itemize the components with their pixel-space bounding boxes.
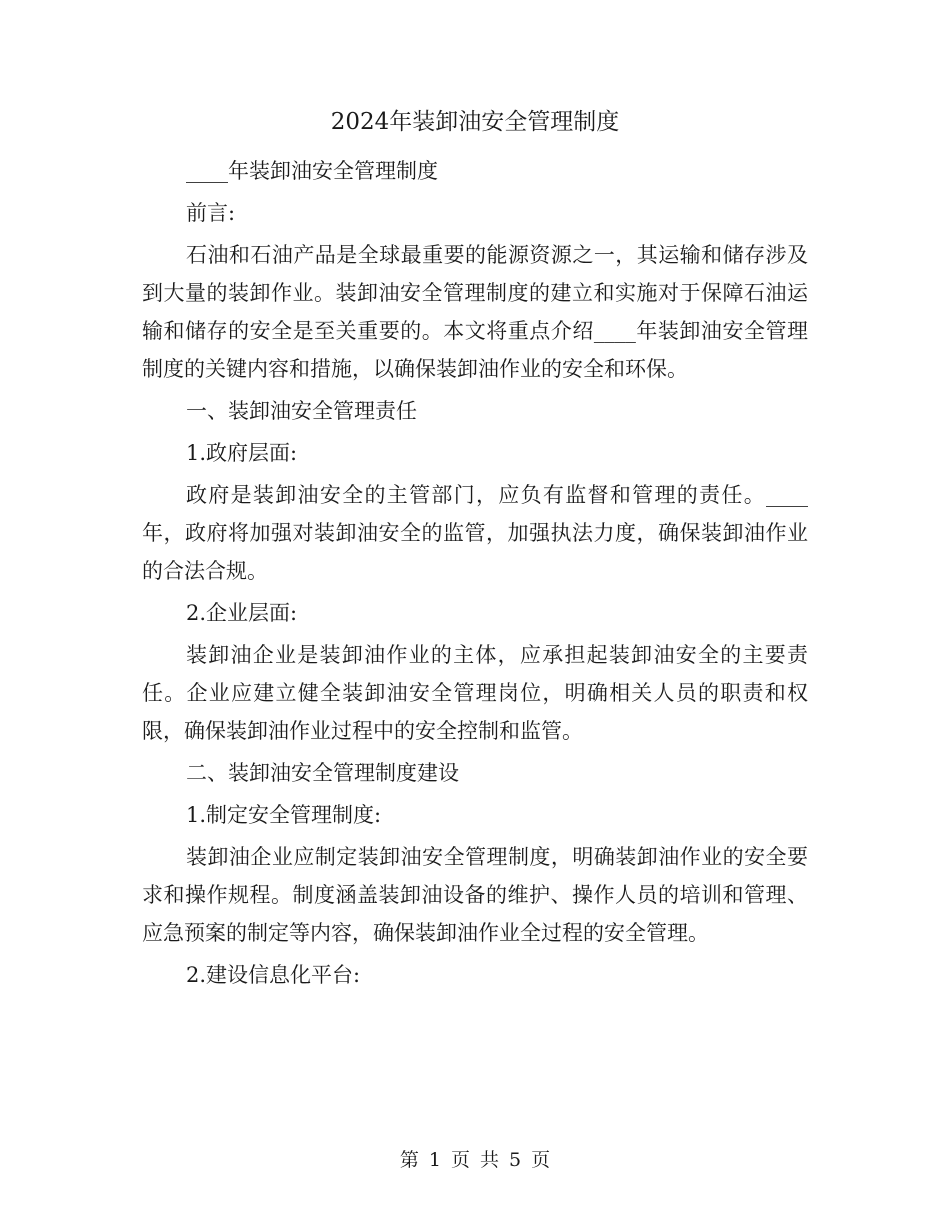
- section-heading-2: 二、装卸油安全管理制度建设: [186, 761, 459, 785]
- subsection-heading-2-2: 2.建设信息化平台:: [186, 963, 361, 987]
- section-heading-1: 一、装卸油安全管理责任: [186, 399, 417, 423]
- preface-paragraph: 石油和石油产品是全球最重要的能源资源之一，其运输和储存涉及到大量的装卸作业。装卸油安全管理制度的建立和实施对于保障石油运输和储存的安全是至关重要的。本文将重点介绍____年装卸油安全管理制度的关键内容和措施，以确保装卸油作业的安全和环保。: [142, 243, 808, 381]
- page-number-footer: 第 1 页 共 5 页: [399, 1149, 551, 1171]
- body-paragraph-1-2: 装卸油企业是装卸油作业的主体，应承担起装卸油安全的主要责任。企业应建立健全装卸油安全管理岗位，明确相关人员的职责和权限，确保装卸油作业过程中的安全控制和监管。: [142, 643, 808, 743]
- body-paragraph-1-1: 政府是装卸油安全的主管部门，应负有监督和管理的责任。____年，政府将加强对装卸油安全的监管，加强执法力度，确保装卸油作业的合法合规。: [142, 483, 808, 583]
- body-paragraph-2-1: 装卸油企业应制定装卸油安全管理制度，明确装卸油作业的安全要求和操作规程。制度涵盖装卸油设备的维护、操作人员的培训和管理、应急预案的制定等内容，确保装卸油作业全过程的安全管理。: [142, 845, 808, 945]
- subsection-heading-1-1: 1.政府层面:: [186, 441, 298, 465]
- subtitle-paragraph: ____年装卸油安全管理制度: [186, 159, 438, 183]
- document-title: 2024年装卸油安全管理制度: [330, 109, 620, 135]
- subsection-heading-1-2: 2.企业层面:: [186, 601, 298, 625]
- document-body: [142, 152, 808, 998]
- preface-heading: 前言:: [186, 201, 236, 225]
- subsection-heading-2-1: 1.制定安全管理制度:: [186, 803, 382, 827]
